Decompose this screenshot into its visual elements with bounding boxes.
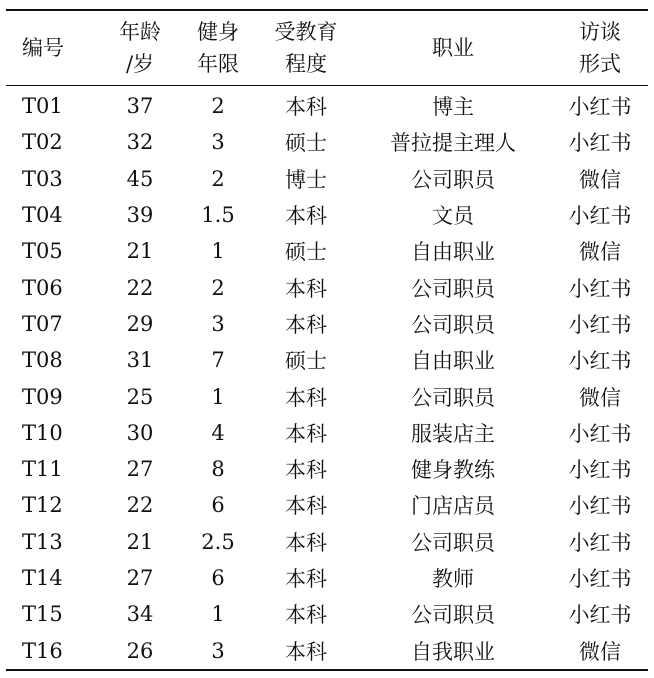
cell-occupation: 健身教练 (411, 458, 495, 483)
cell-form: 小红书 (568, 567, 632, 591)
cell-occupation: 公司职员 (411, 276, 495, 301)
cell-years: 6 (211, 493, 225, 518)
cell-education: 硕士 (285, 240, 327, 265)
cell-age: 26 (126, 638, 154, 663)
header-id: 编号 (22, 36, 64, 60)
header-age (102, 10, 178, 86)
cell-form: 小红书 (568, 421, 632, 446)
cell-id: T07 (22, 311, 63, 336)
cell-id: T08 (22, 348, 63, 373)
cell-education: 本科 (285, 421, 327, 446)
cell-form: 微信 (579, 639, 621, 664)
cell-age: 22 (126, 493, 154, 518)
cell-occupation: 公司职员 (411, 603, 495, 628)
table-row (6, 124, 648, 160)
cell-occupation: 自由职业 (411, 349, 495, 374)
header-row (6, 10, 648, 86)
table-row (6, 524, 648, 560)
cell-years: 3 (211, 638, 225, 663)
cell-form: 小红书 (568, 494, 632, 519)
cell-age: 22 (126, 275, 154, 300)
cell-years: 1.5 (201, 203, 235, 228)
cell-education: 硕士 (285, 131, 327, 156)
cell-education: 本科 (285, 567, 327, 591)
cell-occupation: 服装店主 (411, 421, 495, 446)
cell-age: 31 (126, 348, 154, 373)
cell-education: 本科 (285, 603, 327, 628)
header-fitness-line2: 年限 (197, 52, 239, 76)
header-fitness-line1: 健身 (197, 20, 239, 44)
cell-occupation: 自由职业 (411, 240, 495, 265)
cell-form: 小红书 (568, 312, 632, 337)
table-row (6, 233, 648, 269)
cell-age: 32 (126, 130, 154, 155)
table-row (6, 560, 648, 596)
cell-id: T01 (22, 94, 63, 119)
cell-occupation: 公司职员 (411, 167, 495, 192)
cell-form: 小红书 (568, 530, 632, 555)
table-row (6, 197, 648, 233)
cell-id: T09 (22, 384, 63, 409)
table-row (6, 632, 648, 669)
cell-form: 微信 (579, 240, 621, 265)
header-age-line1: 年龄 (119, 20, 161, 44)
table-row (6, 378, 648, 414)
interviewee-table (6, 9, 648, 671)
cell-occupation: 自我职业 (411, 639, 495, 664)
cell-years: 8 (211, 457, 225, 482)
cell-occupation: 教师 (432, 567, 474, 591)
cell-age: 27 (126, 566, 154, 590)
cell-education: 本科 (285, 204, 327, 229)
cell-years: 3 (211, 130, 225, 155)
cell-id: T13 (22, 529, 63, 554)
cell-years: 3 (211, 311, 225, 336)
cell-age: 25 (126, 384, 154, 409)
cell-occupation: 公司职员 (411, 530, 495, 555)
cell-occupation: 文员 (432, 204, 474, 229)
cell-age: 34 (126, 602, 154, 627)
cell-form: 微信 (579, 385, 621, 410)
table-body (6, 86, 648, 670)
cell-form: 小红书 (568, 204, 632, 229)
cell-years: 1 (211, 384, 225, 409)
cell-id: T14 (22, 566, 63, 590)
cell-years: 2.5 (201, 529, 235, 554)
cell-id: T15 (22, 602, 63, 627)
table-row (6, 342, 648, 378)
header-form-line1: 访谈 (579, 20, 621, 44)
cell-age: 45 (126, 166, 154, 191)
cell-occupation: 普拉提主理人 (390, 131, 516, 156)
table-row (6, 451, 648, 487)
cell-education: 本科 (285, 385, 327, 410)
cell-age: 30 (126, 420, 154, 445)
table-row (6, 596, 648, 632)
header-age-line2: /岁 (125, 52, 155, 76)
cell-years: 7 (211, 348, 225, 373)
cell-age: 21 (126, 239, 154, 264)
cell-form: 小红书 (568, 131, 632, 156)
cell-occupation: 公司职员 (411, 385, 495, 410)
cell-education: 博士 (285, 167, 327, 192)
cell-education: 本科 (285, 530, 327, 555)
cell-years: 2 (211, 166, 225, 191)
table-row (6, 487, 648, 523)
cell-education: 本科 (285, 458, 327, 483)
cell-education: 本科 (285, 276, 327, 301)
cell-education: 本科 (285, 312, 327, 337)
cell-age: 39 (126, 203, 154, 228)
cell-age: 37 (126, 94, 154, 119)
cell-id: T02 (22, 130, 63, 155)
cell-occupation: 博主 (432, 95, 474, 120)
header-interview-form (552, 10, 648, 86)
cell-id: T10 (22, 420, 63, 445)
cell-education: 硕士 (285, 349, 327, 374)
table-row (6, 161, 648, 197)
cell-age: 21 (126, 529, 154, 554)
cell-occupation: 公司职员 (411, 312, 495, 337)
table-row (6, 415, 648, 451)
cell-id: T04 (22, 203, 63, 228)
header-edu-line2: 程度 (285, 52, 327, 76)
cell-years: 2 (211, 275, 225, 300)
cell-id: T06 (22, 275, 63, 300)
cell-id: T16 (22, 638, 63, 663)
table-header (6, 10, 648, 86)
cell-form: 小红书 (568, 458, 632, 483)
cell-form: 小红书 (568, 95, 632, 120)
cell-id: T05 (22, 239, 63, 264)
cell-age: 29 (126, 311, 154, 336)
cell-form: 小红书 (568, 276, 632, 301)
table-row (6, 86, 648, 125)
cell-years: 6 (211, 566, 225, 590)
cell-years: 1 (211, 602, 225, 627)
cell-years: 1 (211, 239, 225, 264)
table-row (6, 306, 648, 342)
cell-education: 本科 (285, 494, 327, 519)
header-fitness-years (178, 10, 258, 86)
cell-form: 微信 (579, 167, 621, 192)
cell-id: T11 (22, 457, 63, 482)
cell-id: T03 (22, 166, 63, 191)
header-education (258, 10, 354, 86)
header-occupation: 职业 (432, 36, 474, 60)
cell-years: 4 (211, 420, 225, 445)
cell-education: 本科 (285, 639, 327, 664)
cell-occupation: 门店店员 (411, 494, 495, 519)
cell-form: 小红书 (568, 603, 632, 628)
cell-age: 27 (126, 457, 154, 482)
header-edu-line1: 受教育 (274, 20, 338, 44)
cell-id: T12 (22, 493, 63, 518)
cell-years: 2 (211, 94, 225, 119)
cell-form: 小红书 (568, 349, 632, 374)
table-row (6, 269, 648, 305)
header-form-line2: 形式 (579, 52, 621, 76)
cell-education: 本科 (285, 95, 327, 120)
